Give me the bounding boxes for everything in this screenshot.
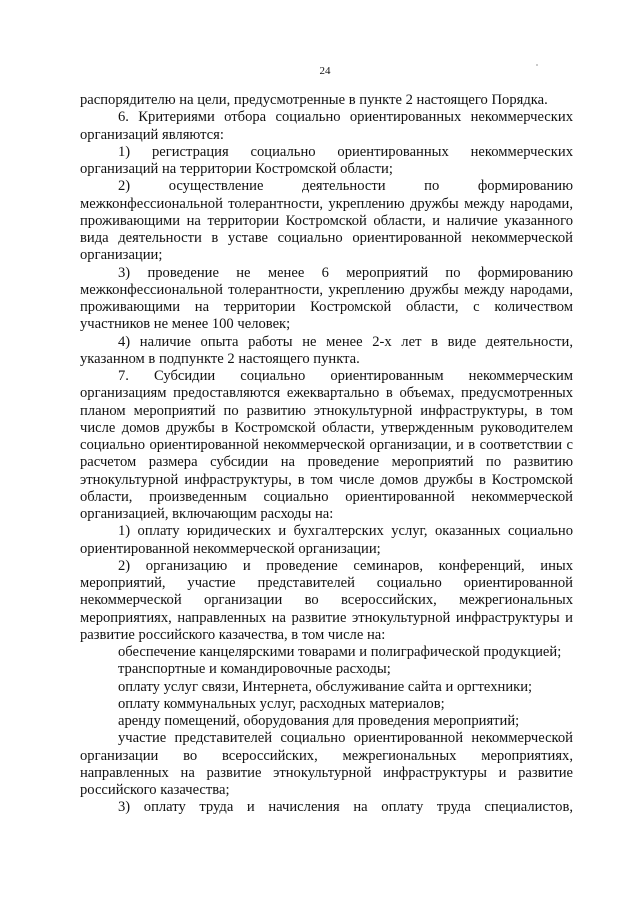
paragraph-criterion-4: 4) наличие опыта работы не менее 2-х лет в виде деятельности, указанном в подпункте 2 настоящего пункта.	[80, 333, 573, 367]
paragraph-expense-transport: транспортные и командировочные расходы;	[118, 661, 391, 678]
paragraph-subsidies: 7. Субсидии социально ориентированным некоммерческим организациям предоставляются ежеквартально в объемах, предусмотренных планом мероприятий по развитию этнокультурной инфраструктуры, в том числе домов дружбы в Костромской области, утвержденным руководителем социально ориентированной некоммерческой организации, и в соответствии с расчетом размера субсидии на проведение мероприятий по развитию этнокультурной инфраструктуры, в том числе домов дружбы в Костромской области, произведенным социально ориентированной некоммерческой организацией, включающим расходы на:	[80, 368, 573, 522]
paragraph-criterion-3: 3) проведение не менее 6 мероприятий по формированию межконфессиональной толерантности, укреплению дружбы между народами, проживающими на территории Костромской области, с количеством участников не менее 100 человек;	[80, 264, 573, 333]
paragraph-expense-2: 2) организацию и проведение семинаров, конференций, иных мероприятий, участие представителей социально ориентированной некоммерческой организации во всероссийских, межрегиональных мероприятиях, направленных на развитие этнокультурной инфраструктуры и развитие российского казачества, в том числе на:	[80, 557, 573, 643]
page-number: 24	[319, 65, 331, 77]
paragraph-criterion-2: 2) осуществление деятельности по формированию межконфессиональной толерантности, укреплению дружбы между народами, проживающими на территории Костромской области, и наличие указанного вида деятельности в уставе социально ориентированной некоммерческой организации;	[80, 178, 573, 264]
paragraph-expense-3: 3) оплату труда и начисления на оплату труда специалистов,	[118, 799, 573, 816]
body-text	[80, 92, 573, 817]
paragraph-expense-rent: аренду помещений, оборудования для проведения мероприятий;	[118, 713, 520, 729]
paragraph-continuation: распорядителю на цели, предусмотренные в пункте 2 настоящего Порядка.	[80, 92, 548, 108]
paragraph-expense-utilities: оплату коммунальных услуг, расходных материалов;	[118, 695, 445, 712]
paragraph-expense-participation: участие представителей социально ориентированной некоммерческой организации во всероссийских, межрегиональных мероприятиях, направленных на развитие этнокультурной инфраструктуры и развитие российского казачества;	[80, 730, 573, 798]
paragraph-criterion-1: 1) регистрация социально ориентированных некоммерческих организаций на территории Костромской области;	[80, 143, 573, 177]
paragraph-criteria-heading: 6. Критериями отбора социально ориентированных некоммерческих организаций являются:	[80, 109, 573, 143]
paragraph-expense-communications: оплату услуг связи, Интернета, обслуживание сайта и оргтехники;	[118, 678, 533, 695]
paragraph-expense-1: 1) оплату юридических и бухгалтерских услуг, оказанных социально ориентированной некоммерческой организации;	[80, 523, 573, 557]
paragraph-expense-stationery: обеспечение канцелярскими товарами и полиграфической продукцией;	[118, 644, 562, 660]
